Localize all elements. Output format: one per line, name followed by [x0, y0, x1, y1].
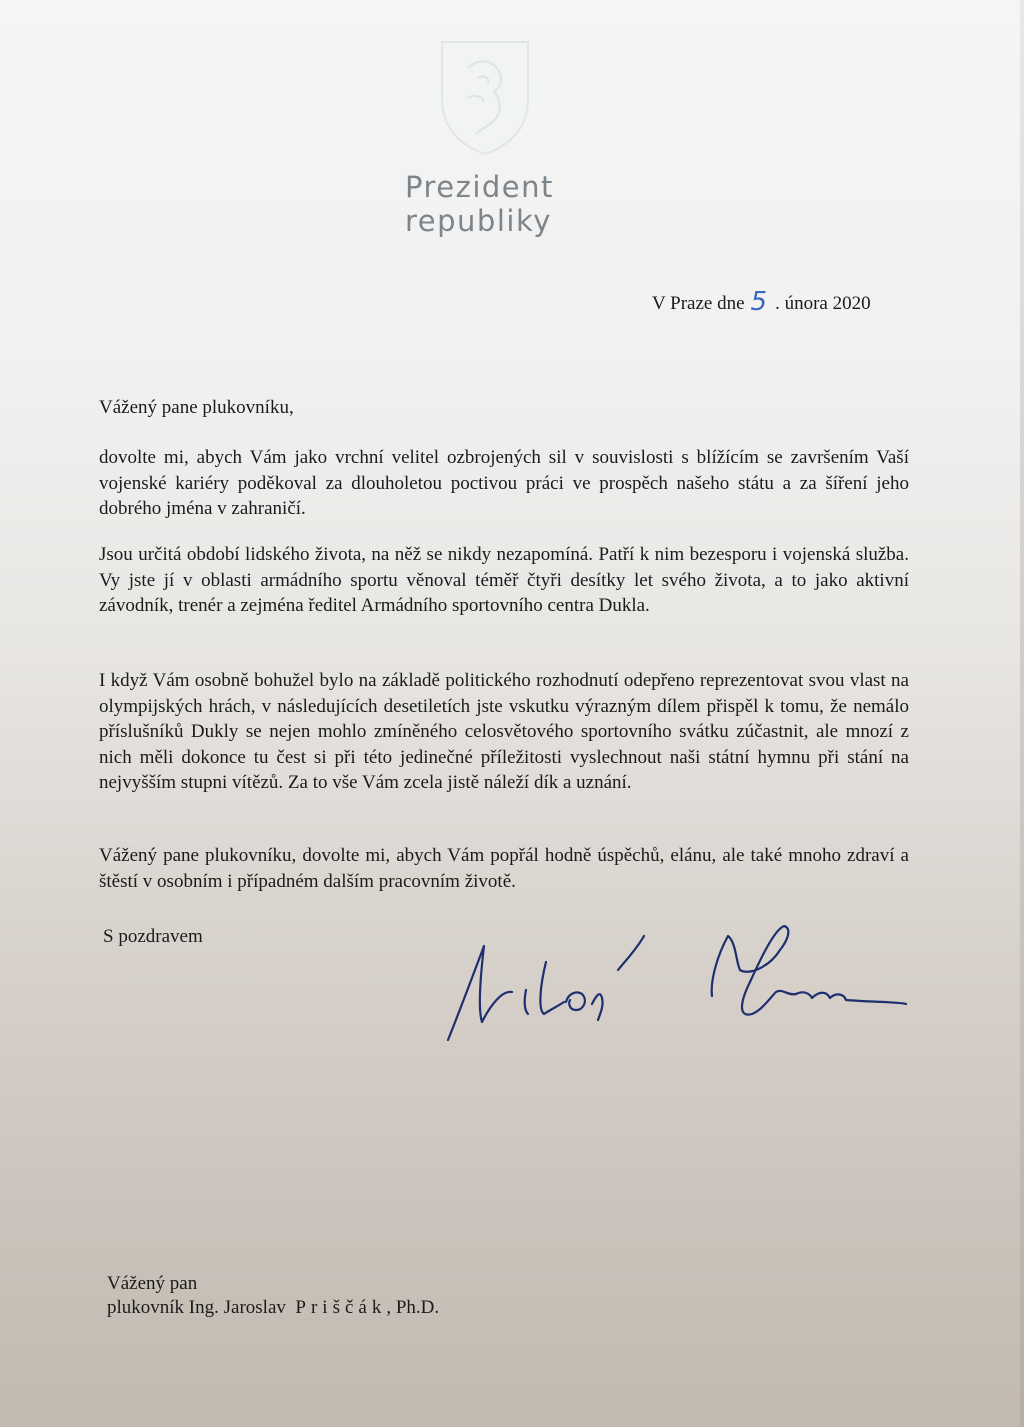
handwritten-signature-icon [440, 910, 910, 1050]
paper-edge [1020, 0, 1024, 1427]
date-day-handwritten: 5 [750, 287, 768, 317]
letterhead-line2: republiky [405, 204, 552, 238]
paragraph-4: Vážený pane plukovníku, dovolte mi, abych Vám popřál hodně úspěchů, elánu, ale také mnoho zdraví a štěstí v osobním i případném dalším pracovním životě. [99, 845, 909, 892]
addressee-line1: Vážený pan [107, 1273, 198, 1294]
paragraph-3: I když Vám osobně bohužel bylo na základě politického rozhodnutí odepřeno reprezentovat svou vlast na olympijských hrách, v následujících desetiletích jste vskutku výrazným dílem přispěl k tomu, že nemálo příslušníků Dukly se nejen mohlo zmíněného celosvětového sportovního svátku zúčastnit, ale mnozí z nich měli dokonce tu čest si při této jedinečné příležitosti vyslechnout naši státní hymnu při stání na nejvyšším stupni vítězů. Za to vše Vám zcela jistě náleží dík a uznání. [99, 670, 909, 793]
closing: S pozdravem [103, 926, 203, 947]
date-suffix: . února 2020 [775, 293, 871, 314]
paragraph-1: dovolte mi, abych Vám jako vrchní velitel ozbrojených sil v souvislosti s blížícím se završením Vaší vojenské kariéry poděkoval za dlouholetou poctivou práci ve prospěch našeho státu a za šíření jeho dobrého jména v zahraničí. [99, 447, 909, 519]
addressee-rank-name: plukovník Ing. Jaroslav [107, 1297, 286, 1318]
letterhead-line1: Prezident [405, 170, 554, 204]
date-line [652, 286, 871, 316]
salutation: Vážený pane plukovníku, [99, 397, 294, 418]
letterhead [405, 170, 605, 238]
paragraph-2: Jsou určitá období lidského života, na něž se nikdy nezapomíná. Patří k nim bezesporu i vojenská služba. Vy jste jí v oblasti armádního sportu věnoval téměř čtyři desítky let svého života, a to jako aktivní závodník, trenér a zejména ředitel Armádního sportovního centra Dukla. [99, 544, 909, 616]
date-prefix: V Praze dne [652, 293, 745, 314]
addressee-block [107, 1272, 439, 1320]
addressee-surname: Priščák [295, 1297, 387, 1318]
coat-of-arms-emblem-icon [438, 38, 532, 156]
addressee-title: , Ph.D. [386, 1297, 440, 1318]
addressee-line2 [107, 1296, 439, 1320]
